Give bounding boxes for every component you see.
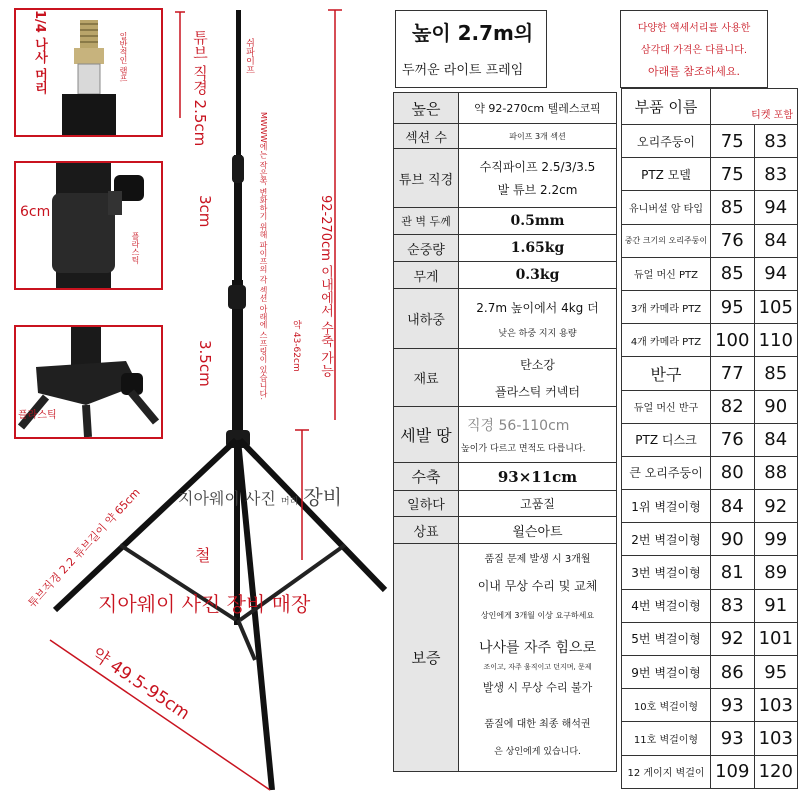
label-tube-diameter: 튜브 직경 2.5cm bbox=[191, 30, 209, 147]
part-name: 중간 크기의 오리주둥이 bbox=[622, 224, 711, 257]
part-name: 4개 카메라 PTZ bbox=[622, 324, 711, 357]
part-price-with-ticket: 110 bbox=[754, 324, 798, 357]
part-name: 유니버설 암 타입 bbox=[622, 191, 711, 224]
part-price-with-ticket: 84 bbox=[754, 224, 798, 257]
part-price: 84 bbox=[711, 490, 755, 523]
spec-key: 재료 bbox=[394, 349, 459, 407]
spec-key: 내하중 bbox=[394, 289, 459, 349]
part-name: 10호 벽걸이형 bbox=[622, 689, 711, 722]
part-price: 77 bbox=[711, 357, 755, 390]
parts-row bbox=[622, 589, 798, 622]
parts-row bbox=[622, 390, 798, 423]
part-name: 4번 벽걸이형 bbox=[622, 589, 711, 622]
part-price: 75 bbox=[711, 125, 755, 158]
spec-value: 윌슨아트 bbox=[459, 517, 617, 544]
spec-key: 관 벽 두께 bbox=[394, 208, 459, 235]
label-screw: 1/4 나사 머리 bbox=[32, 10, 47, 94]
warranty-line: 상인에게 3개월 이상 요구하세요 bbox=[480, 611, 595, 620]
spec-key: 순중량 bbox=[394, 235, 459, 262]
part-price: 92 bbox=[711, 622, 755, 655]
part-price-with-ticket: 83 bbox=[754, 158, 798, 191]
part-price-with-ticket: 84 bbox=[754, 423, 798, 456]
part-price: 82 bbox=[711, 390, 755, 423]
parts-row bbox=[622, 523, 798, 556]
part-price: 100 bbox=[711, 324, 755, 357]
parts-table bbox=[621, 88, 798, 789]
part-price-with-ticket: 99 bbox=[754, 523, 798, 556]
spec-row bbox=[394, 517, 617, 544]
part-price: 93 bbox=[711, 689, 755, 722]
spec-value: 수직파이프 2.5/3/3.5 bbox=[479, 160, 596, 174]
part-price: 109 bbox=[711, 755, 755, 788]
spec-row bbox=[394, 544, 617, 772]
notice-line-2: 삼각대 가격은 다릅니다. bbox=[640, 45, 748, 56]
spec-key: 세발 땅 bbox=[394, 407, 459, 463]
label-mini-note: MWWW에는 작은쪽 변화하기 위해 파이프의 각 섹션 아래에 스프링이 있습니다. bbox=[259, 112, 268, 401]
spec-row bbox=[394, 407, 617, 463]
part-name: 듀얼 머신 PTZ bbox=[622, 257, 711, 290]
parts-row bbox=[622, 622, 798, 655]
parts-header-name: 부품 이름 bbox=[622, 89, 711, 125]
warranty-line: 이내 무상 수리 및 교체 bbox=[477, 579, 598, 593]
parts-row bbox=[622, 158, 798, 191]
notice-line-3: 아래를 참조하세요. bbox=[647, 65, 740, 78]
spec-value: 직경 56-110cm bbox=[467, 418, 570, 434]
notice-line-1: 다양한 액세서리를 사용한 bbox=[637, 23, 751, 34]
spec-row bbox=[394, 289, 617, 349]
part-price-with-ticket: 83 bbox=[754, 125, 798, 158]
parts-row bbox=[622, 423, 798, 456]
part-name: 듀얼 머신 반구 bbox=[622, 390, 711, 423]
spec-key: 튜브 직경 bbox=[394, 149, 459, 208]
label-leg-tube: 튜브직경 2.2 튜브길이 약 65cm bbox=[25, 485, 143, 611]
part-price-with-ticket: 103 bbox=[754, 722, 798, 755]
page-title: 높이 2.7m의 bbox=[412, 21, 534, 45]
spec-key: 수축 bbox=[394, 463, 459, 491]
parts-header-ticket bbox=[711, 89, 798, 125]
notice-box bbox=[620, 10, 768, 88]
part-price-with-ticket: 95 bbox=[754, 656, 798, 689]
parts-header-row bbox=[622, 89, 798, 125]
part-name: 11호 벽걸이형 bbox=[622, 722, 711, 755]
watermark-1-small: 머리 bbox=[280, 497, 299, 507]
spec-row bbox=[394, 149, 617, 208]
label-plastic-foot: 플라스틱 bbox=[18, 410, 57, 421]
parts-row bbox=[622, 556, 798, 589]
spec-table bbox=[393, 92, 617, 772]
part-price-with-ticket: 105 bbox=[754, 290, 798, 323]
spec-row bbox=[394, 208, 617, 235]
spec-value: 발 튜브 2.2cm bbox=[497, 183, 578, 197]
part-price-with-ticket: 120 bbox=[754, 755, 798, 788]
parts-row bbox=[622, 490, 798, 523]
warranty-line: 은 상인에게 있습니다. bbox=[494, 747, 581, 757]
warranty-line: 품질 문제 발생 시 3개월 bbox=[484, 554, 591, 565]
warranty-line: 나사를 자주 힘으로 bbox=[478, 640, 597, 656]
parts-row bbox=[622, 125, 798, 158]
label-screw-note: 일반적인 램프 bbox=[119, 32, 128, 83]
label-height-range: 92-270cm 이내에서 수축 가능 bbox=[318, 195, 333, 378]
spec-row bbox=[394, 262, 617, 289]
part-price: 80 bbox=[711, 456, 755, 489]
part-name: 3번 벽걸이형 bbox=[622, 556, 711, 589]
spec-key: 보증 bbox=[394, 544, 459, 772]
part-price-with-ticket: 101 bbox=[754, 622, 798, 655]
label-iron: 철 bbox=[195, 546, 211, 565]
part-price-with-ticket: 94 bbox=[754, 257, 798, 290]
spec-value: 플라스틱 커넥터 bbox=[495, 384, 580, 399]
part-name: 큰 오리주둥이 bbox=[622, 456, 711, 489]
warranty-line: 품질에 대한 최종 해석권 bbox=[484, 719, 591, 730]
parts-row bbox=[622, 456, 798, 489]
parts-row bbox=[622, 324, 798, 357]
spec-value: 93×11cm bbox=[459, 463, 617, 491]
label-3-5cm: 3.5cm bbox=[196, 340, 214, 387]
label-top-small: 쉬파이프 bbox=[244, 38, 254, 74]
parts-row bbox=[622, 656, 798, 689]
watermark-1-text: 지아웨이 사진 bbox=[178, 489, 276, 508]
parts-row bbox=[622, 357, 798, 390]
part-name: PTZ 모델 bbox=[622, 158, 711, 191]
part-price: 75 bbox=[711, 158, 755, 191]
spec-key: 일하다 bbox=[394, 491, 459, 517]
spec-row bbox=[394, 349, 617, 407]
spec-value: 고품질 bbox=[459, 491, 617, 517]
part-name: PTZ 디스크 bbox=[622, 423, 711, 456]
label-3cm: 3cm bbox=[196, 195, 214, 228]
part-price-with-ticket: 85 bbox=[754, 357, 798, 390]
title-box bbox=[395, 10, 547, 88]
part-price-with-ticket: 92 bbox=[754, 490, 798, 523]
parts-row bbox=[622, 722, 798, 755]
parts-row bbox=[622, 755, 798, 788]
label-6cm: 6cm bbox=[20, 204, 51, 220]
spec-row bbox=[394, 491, 617, 517]
spec-value: 약 92-270cm 텔레스코픽 bbox=[459, 93, 617, 124]
part-price: 85 bbox=[711, 257, 755, 290]
part-name: 1위 벽걸이형 bbox=[622, 490, 711, 523]
part-price: 81 bbox=[711, 556, 755, 589]
part-price-with-ticket: 103 bbox=[754, 689, 798, 722]
spec-row bbox=[394, 93, 617, 124]
watermark-1 bbox=[178, 481, 342, 510]
spec-row bbox=[394, 124, 617, 149]
part-price: 76 bbox=[711, 423, 755, 456]
parts-header-ticket-label: 티켓 포함 bbox=[751, 110, 793, 121]
watermark-2: 지아웨이 사진 장비 매장 bbox=[98, 592, 311, 616]
part-price: 93 bbox=[711, 722, 755, 755]
spec-row bbox=[394, 463, 617, 491]
part-price-with-ticket: 89 bbox=[754, 556, 798, 589]
spec-value: 탄소강 bbox=[520, 357, 555, 372]
parts-row bbox=[622, 689, 798, 722]
page-subtitle: 두꺼운 라이트 프레임 bbox=[402, 63, 524, 78]
label-43-62: 약 43-62cm bbox=[291, 320, 301, 372]
parts-row bbox=[622, 224, 798, 257]
spec-value: 2.7m 높이에서 4kg 더 bbox=[476, 300, 599, 315]
part-name: 3개 카메라 PTZ bbox=[622, 290, 711, 323]
warranty-line: 조이고, 자주 움직이고 던지며, 문제 bbox=[483, 663, 592, 671]
parts-row bbox=[622, 191, 798, 224]
part-price: 83 bbox=[711, 589, 755, 622]
part-price: 85 bbox=[711, 191, 755, 224]
warranty-line: 발생 시 무상 수리 불가 bbox=[482, 681, 593, 694]
part-name: 9번 벽걸이형 bbox=[622, 656, 711, 689]
label-plastic-knob: 플라스틱 bbox=[131, 232, 140, 264]
spec-value: 높이가 다르고 면적도 다릅니다. bbox=[461, 444, 586, 454]
spec-row bbox=[394, 235, 617, 262]
part-name: 오리주둥이 bbox=[622, 125, 711, 158]
spec-value: 파이프 3개 섹션 bbox=[459, 124, 617, 149]
part-name: 반구 bbox=[622, 357, 711, 390]
spec-value: 1.65kg bbox=[459, 235, 617, 262]
parts-row bbox=[622, 290, 798, 323]
part-price-with-ticket: 94 bbox=[754, 191, 798, 224]
spec-value: 낮은 하중 지지 용량 bbox=[498, 328, 577, 339]
spec-key: 무게 bbox=[394, 262, 459, 289]
part-name: 2번 벽걸이형 bbox=[622, 523, 711, 556]
spec-value: 0.5mm bbox=[459, 208, 617, 235]
part-price: 90 bbox=[711, 523, 755, 556]
part-price-with-ticket: 91 bbox=[754, 589, 798, 622]
part-price: 86 bbox=[711, 656, 755, 689]
spec-key: 상표 bbox=[394, 517, 459, 544]
part-name: 12 게이지 벽걸이 bbox=[622, 755, 711, 788]
part-name: 5번 벽걸이형 bbox=[622, 622, 711, 655]
part-price: 76 bbox=[711, 224, 755, 257]
spec-value: 0.3kg bbox=[459, 262, 617, 289]
part-price: 95 bbox=[711, 290, 755, 323]
part-price-with-ticket: 90 bbox=[754, 390, 798, 423]
part-price-with-ticket: 88 bbox=[754, 456, 798, 489]
parts-row bbox=[622, 257, 798, 290]
spec-key: 섹션 수 bbox=[394, 124, 459, 149]
label-spread: 약 49.5-95cm bbox=[88, 644, 194, 725]
watermark-1-end: 장비 bbox=[303, 485, 343, 509]
spec-key: 높은 bbox=[394, 93, 459, 124]
